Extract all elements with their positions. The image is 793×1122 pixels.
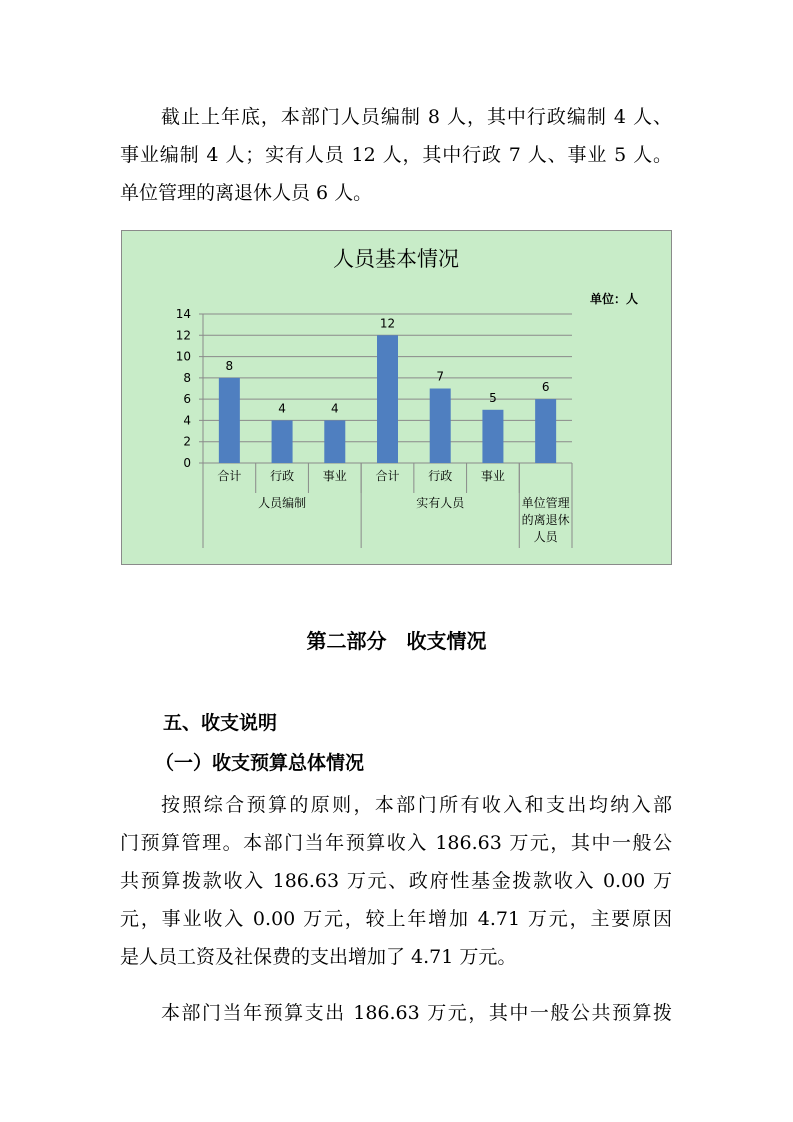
data-label: 8 — [225, 358, 234, 373]
data-label: 6 — [541, 380, 550, 395]
y-tick-label: 2 — [183, 434, 191, 449]
x-axis — [203, 463, 572, 548]
data-label: 7 — [436, 369, 445, 384]
x-group-label: 的离退休 — [521, 513, 570, 527]
y-tick-label: 6 — [183, 392, 191, 407]
bar — [535, 399, 556, 463]
x-tick-label: 事业 — [322, 469, 347, 483]
x-group-label: 单位管理 — [521, 496, 570, 510]
y-tick-label: 14 — [175, 307, 191, 321]
text-line: 是人员工资及社保费的支出增加了 4.71 万元。 — [120, 946, 517, 968]
text-line: 按照综合预算的原则，本部门所有收入和支出均纳入部 — [161, 794, 672, 816]
x-tick-label: 合计 — [217, 469, 242, 483]
expenditure-paragraph — [120, 994, 672, 1032]
y-axis — [176, 307, 203, 470]
y-tick-label: 0 — [183, 456, 191, 470]
chart-canvas — [122, 231, 671, 564]
x-tick-label: 行政 — [270, 469, 295, 483]
bar — [219, 378, 240, 463]
budget-paragraph — [120, 786, 672, 976]
text-line: 截止上年底，本部门人员编制 8 人，其中行政编制 4 人、 — [161, 106, 672, 128]
data-label: 5 — [489, 390, 497, 405]
chart-unit-label: 单位：人 — [589, 292, 639, 306]
x-group-label: 实有人员 — [416, 496, 465, 510]
x-group-label: 人员编制 — [258, 496, 307, 510]
text-line: 本部门当年预算支出 186.63 万元，其中一般公共预算拨 — [161, 1002, 672, 1024]
bar — [324, 420, 345, 463]
data-label: 4 — [278, 401, 286, 416]
bar — [377, 335, 398, 463]
x-tick-label: 事业 — [480, 469, 505, 483]
text-line: 单位管理的离退休人员 6 人。 — [120, 182, 373, 204]
text-line: 事业编制 4 人；实有人员 12 人，其中行政 7 人、事业 5 人。 — [120, 144, 672, 166]
data-label: 4 — [330, 401, 339, 416]
bar — [482, 410, 503, 463]
staff-chart — [121, 230, 672, 565]
y-tick-label: 8 — [183, 370, 191, 385]
y-tick-label: 10 — [175, 349, 191, 364]
bar — [430, 389, 451, 464]
bar-series — [219, 316, 556, 463]
x-tick-label: 合计 — [375, 469, 400, 483]
text-line: 门预算管理。本部门当年预算收入 186.63 万元，其中一般公 — [120, 832, 672, 854]
intro-paragraph — [120, 98, 672, 212]
text-line: 共预算拨款收入 186.63 万元、政府性基金拨款收入 0.00 万 — [120, 870, 672, 892]
x-group-label: 人员 — [533, 530, 558, 544]
part-title: 第二部分 收支情况 — [306, 629, 487, 653]
data-label: 12 — [379, 316, 396, 331]
subsection-heading: （一）收支预算总体情况 — [155, 752, 365, 774]
chart-title: 人员基本情况 — [333, 247, 459, 271]
y-tick-label: 4 — [183, 413, 191, 428]
bar — [272, 420, 293, 463]
text-line: 元，事业收入 0.00 万元，较上年增加 4.71 万元，主要原因 — [120, 908, 672, 930]
x-tick-label: 行政 — [428, 469, 453, 483]
y-tick-label: 12 — [175, 328, 191, 343]
section-heading: 五、收支说明 — [163, 712, 278, 734]
